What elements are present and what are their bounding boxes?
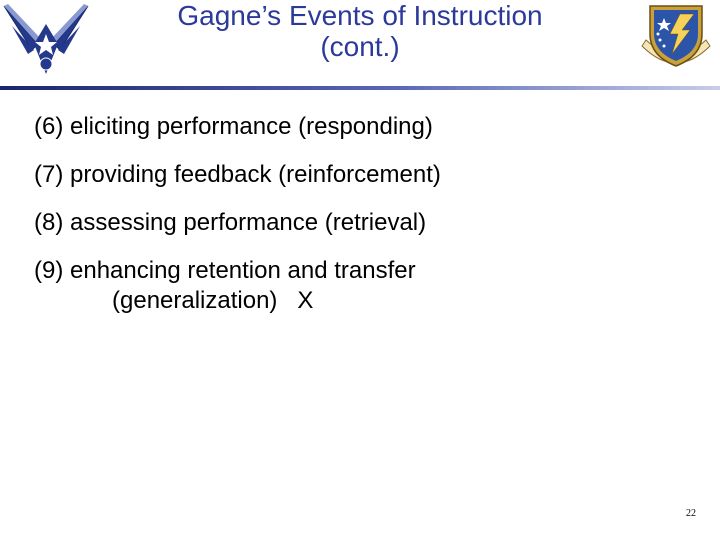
title-line-2: (cont.) <box>320 31 400 62</box>
afrl-shield-emblem-icon <box>636 0 716 76</box>
title-line-1: Gagne’s Events of Instruction <box>177 0 543 31</box>
item-text-continuation: (generalization) X <box>112 287 314 314</box>
item-text: (6) eliciting performance (responding) <box>34 113 433 140</box>
event-list <box>34 112 694 334</box>
list-item-9 <box>34 256 694 316</box>
list-item-6 <box>34 112 694 142</box>
item-text: (9) enhancing retention and transfer <box>34 257 416 284</box>
page-number: 22 <box>686 508 696 519</box>
air-force-wings-icon <box>2 0 90 78</box>
list-item-8 <box>34 208 694 238</box>
slide-title <box>110 0 610 62</box>
list-item-7 <box>34 160 694 190</box>
header-rule <box>0 79 720 85</box>
item-text: (8) assessing performance (retrieval) <box>34 209 427 236</box>
item-text: (7) providing feedback (reinforcement) <box>34 161 441 188</box>
